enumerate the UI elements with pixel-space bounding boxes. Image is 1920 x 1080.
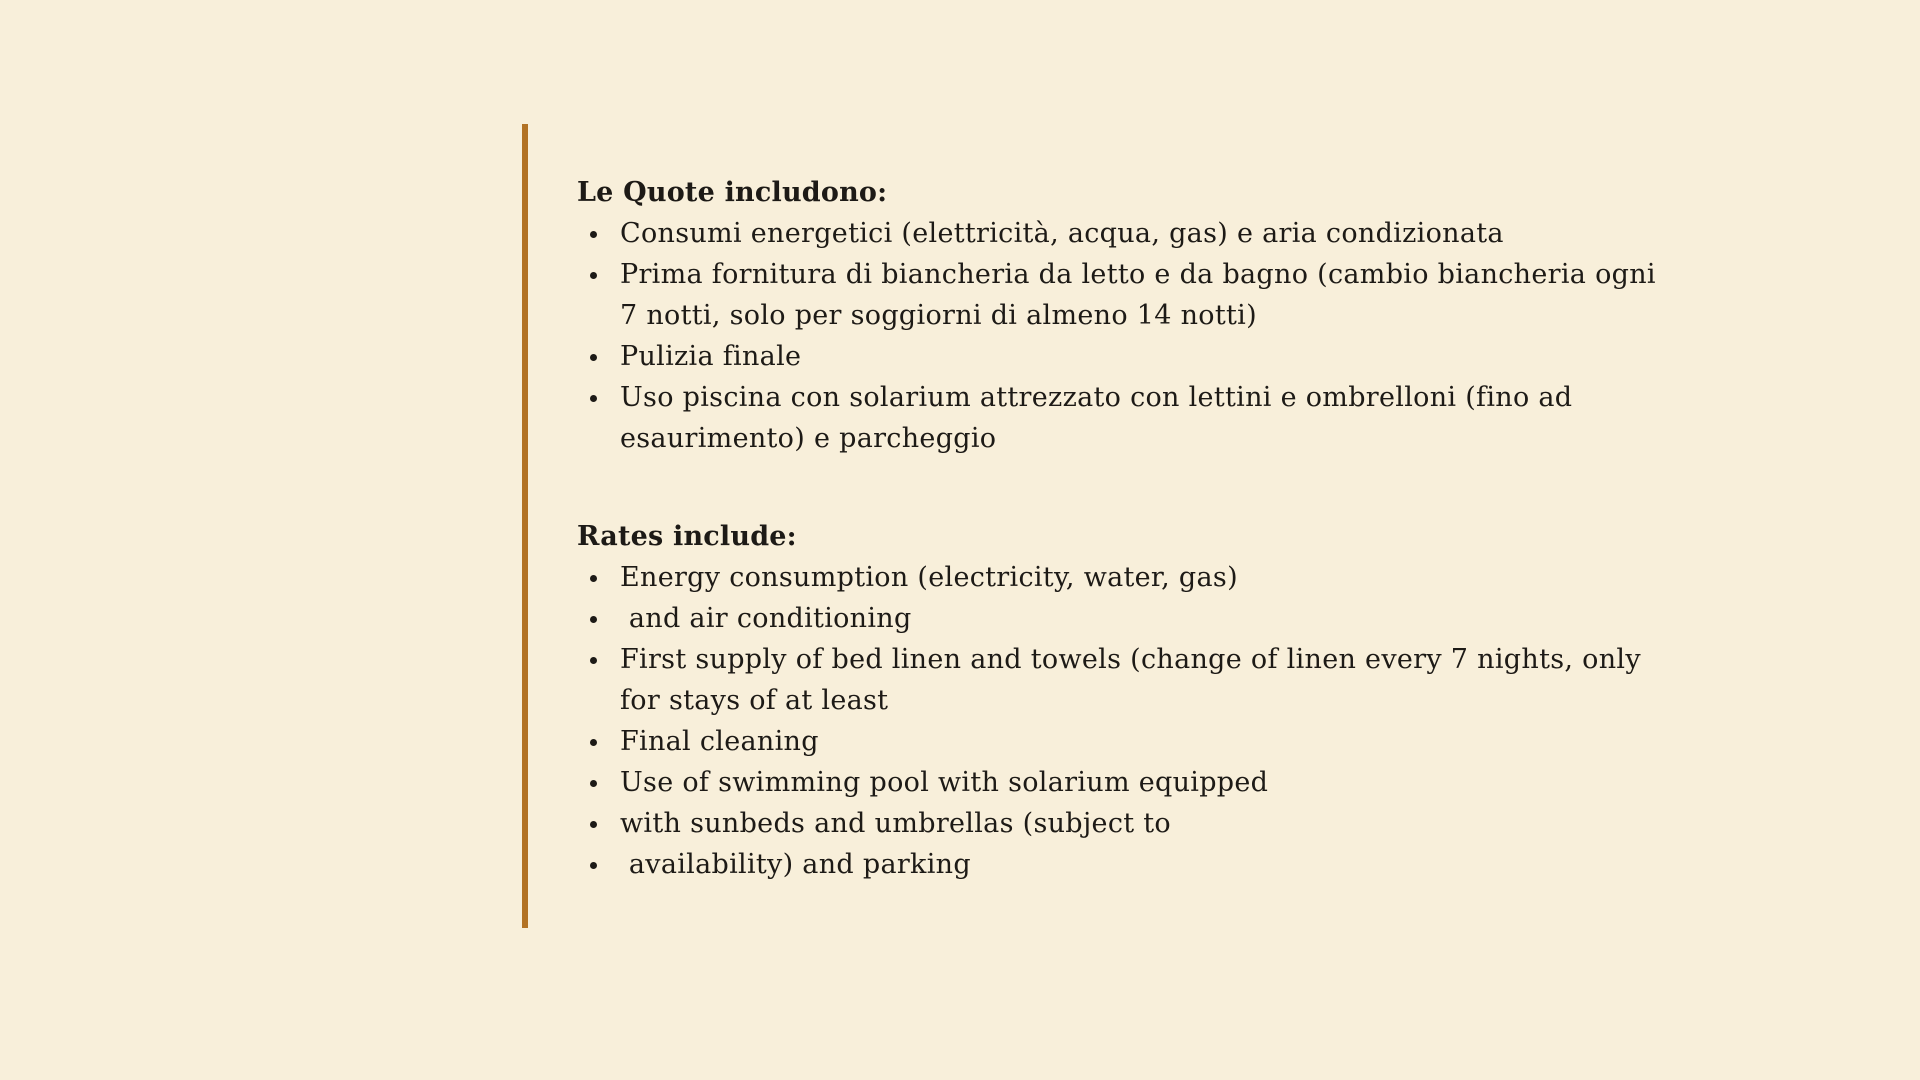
list-item	[577, 762, 1657, 803]
bullet-icon	[590, 395, 597, 402]
list-item	[577, 557, 1657, 598]
bullet-icon	[590, 354, 597, 361]
list-item	[577, 721, 1657, 762]
bullet-icon	[590, 272, 597, 279]
list-item-text: with sunbeds and umbrellas (subject to	[620, 808, 1171, 839]
bullet-icon	[590, 862, 597, 869]
list-item-text: First supply of bed linen and towels (change of linen every 7 nights, only for stays of at least	[620, 644, 1641, 716]
list-item-text: availability) and parking	[620, 849, 971, 880]
list-item-text: Consumi energetici (elettricità, acqua, gas) e aria condizionata	[620, 218, 1504, 249]
list-item	[577, 598, 1657, 639]
list-item	[577, 803, 1657, 844]
list-item	[577, 639, 1657, 721]
list-item-text: Uso piscina con solarium attrezzato con lettini e ombrelloni (fino ad esaurimento) e parcheggio	[620, 382, 1573, 454]
list-item	[577, 336, 1657, 377]
section-italian	[577, 172, 1657, 459]
content	[577, 172, 1657, 885]
bullet-icon	[590, 739, 597, 746]
list-item-text: Energy consumption (electricity, water, gas)	[620, 562, 1238, 593]
section-title-italian: Le Quote includono:	[577, 177, 888, 208]
bullet-icon	[590, 616, 597, 623]
list-english	[577, 557, 1657, 885]
list-item-text: Prima fornitura di biancheria da letto e da bagno (cambio biancheria ogni 7 notti, solo per soggiorni di almeno 14 notti)	[620, 259, 1656, 331]
list-item-text: Pulizia finale	[620, 341, 802, 372]
accent-bar	[522, 124, 528, 928]
bullet-icon	[590, 821, 597, 828]
list-item-text: Use of swimming pool with solarium equipped	[620, 767, 1269, 798]
section-english	[577, 516, 1657, 885]
list-item-text: and air conditioning	[620, 603, 912, 634]
list-item	[577, 844, 1657, 885]
list-italian	[577, 213, 1657, 459]
bullet-icon	[590, 575, 597, 582]
bullet-icon	[590, 231, 597, 238]
list-item	[577, 254, 1657, 336]
section-title-english: Rates include:	[577, 521, 797, 552]
list-item-text: Final cleaning	[620, 726, 819, 757]
bullet-icon	[590, 780, 597, 787]
list-item	[577, 213, 1657, 254]
bullet-icon	[590, 657, 597, 664]
list-item	[577, 377, 1657, 459]
